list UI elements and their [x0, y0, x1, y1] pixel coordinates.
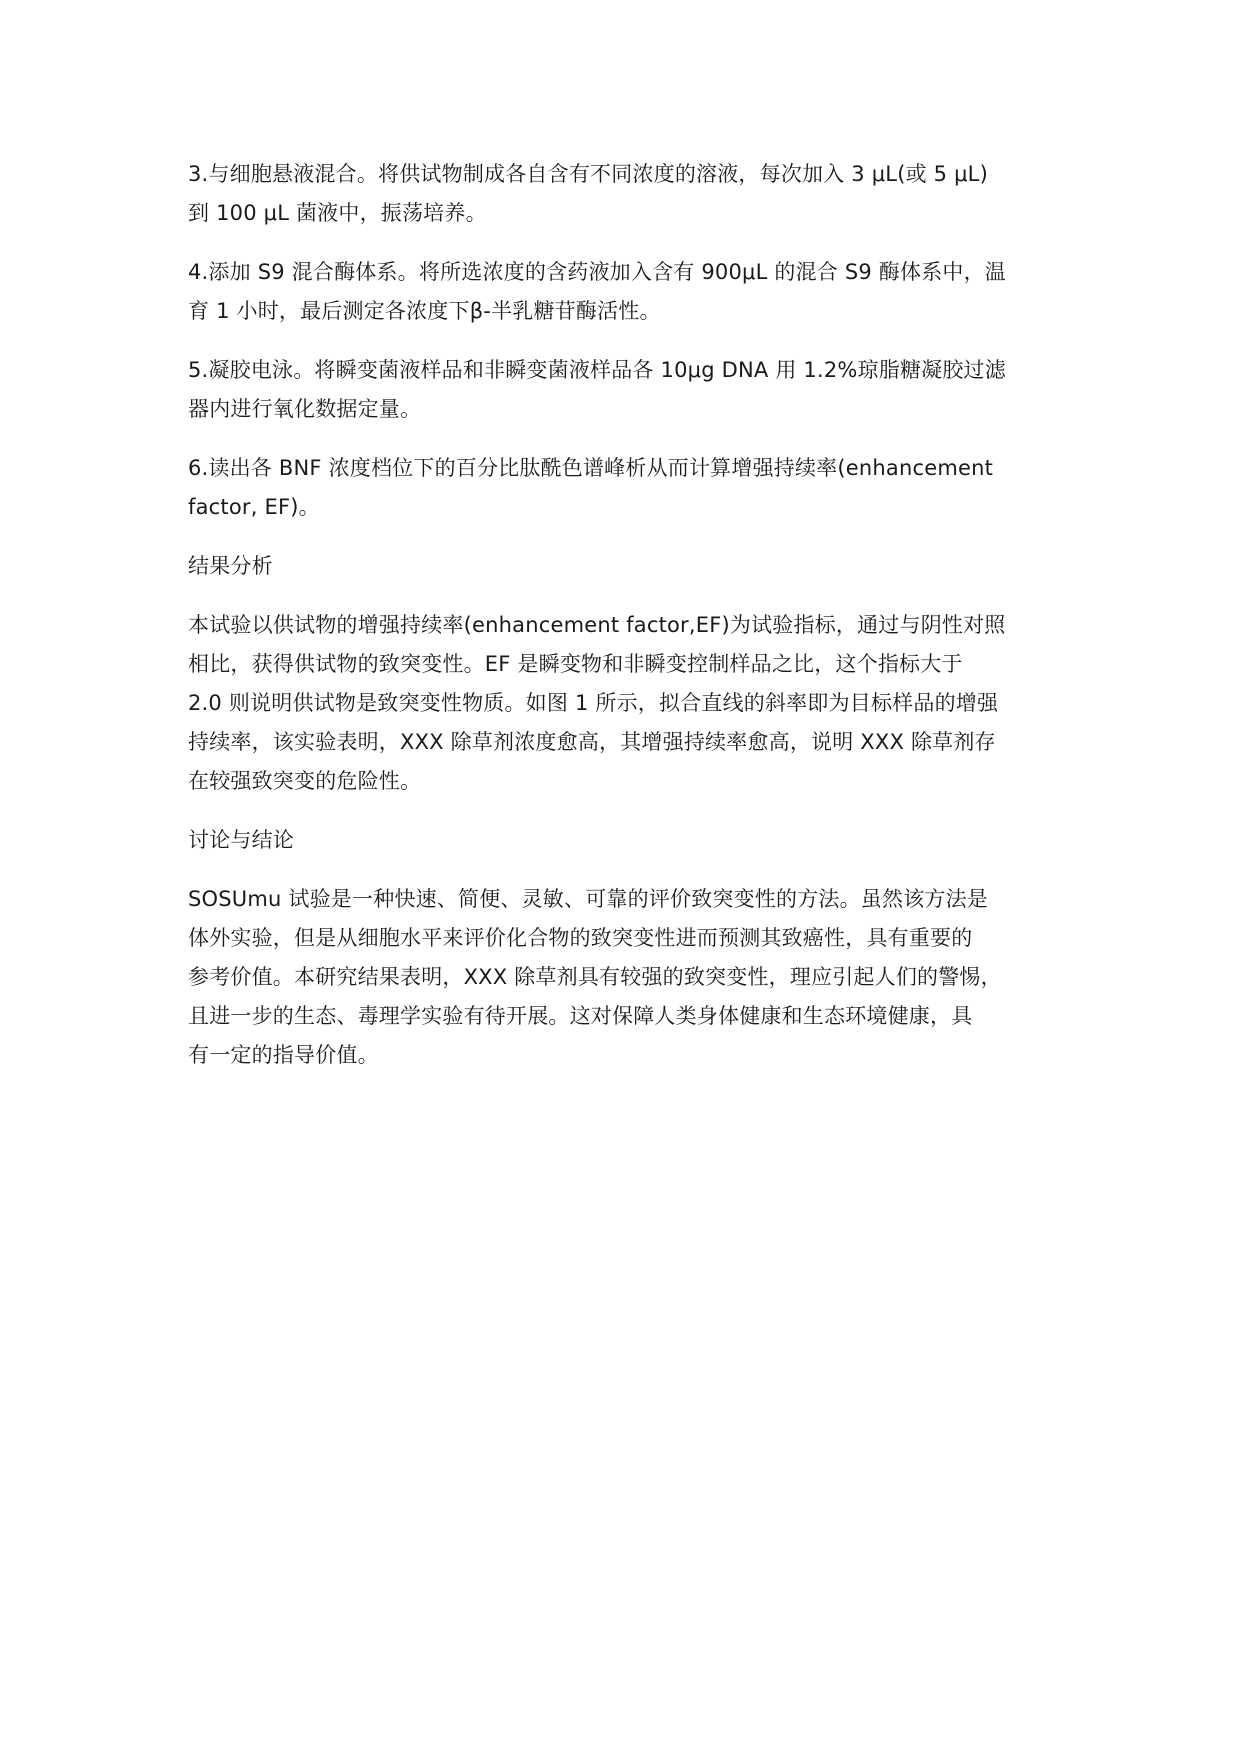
text-line: 本试验以供试物的增强持续率(enhancement factor,EF)为试验指标，通过与阴性对照 [188, 613, 1006, 637]
text-line: 5.凝胶电泳。将瞬变菌液样品和非瞬变菌液样品各 10μg DNA 用 1.2%琼脂糖凝胶过滤 [188, 358, 1006, 382]
document-body [188, 155, 1068, 1095]
text-line: factor, EF)。 [188, 495, 320, 519]
text-line: 参考价值。本研究结果表明，XXX 除草剂具有较强的致突变性，理应引起人们的警惕， [188, 965, 1002, 989]
text-line: 在较强致突变的危险性。 [188, 769, 422, 793]
text-line: 6.读出各 BNF 浓度档位下的百分比肽酰色谱峰析从而计算增强持续率(enhancement [188, 456, 994, 480]
text-line: 持续率，该实验表明，XXX 除草剂浓度愈高，其增强持续率愈高，说明 XXX 除草剂存 [188, 730, 996, 754]
text-line: 到 100 μL 菌液中，振荡培养。 [188, 201, 487, 225]
text-line: 且进一步的生态、毒理学实验有待开展。这对保障人类身体健康和生态环境健康，具 [188, 1004, 973, 1028]
discussion-heading: 讨论与结论 [188, 828, 294, 852]
discussion-paragraph [188, 880, 1068, 1075]
results-heading: 结果分析 [188, 554, 273, 578]
text-line: 体外实验，但是从细胞水平来评价化合物的致突变性进而预测其致癌性，具有重要的 [188, 926, 973, 950]
step-6-paragraph [188, 449, 1068, 527]
step-4-paragraph [188, 253, 1068, 331]
text-line: 4.添加 S9 混合酶体系。将所选浓度的含药液加入含有 900μL 的混合 S9 酶体系中，温 [188, 260, 1007, 284]
text-line: 3.与细胞悬液混合。将供试物制成各自含有不同浓度的溶液，每次加入 3 μL(或 5 μL) [188, 162, 988, 186]
text-line: 2.0 则说明供试物是致突变性物质。如图 1 所示，拟合直线的斜率即为目标样品的增强 [188, 691, 999, 715]
results-paragraph [188, 606, 1068, 801]
text-line: SOSUmu 试验是一种快速、简便、灵敏、可靠的评价致突变性的方法。虽然该方法是 [188, 887, 988, 911]
step-3-paragraph [188, 155, 1068, 233]
text-line: 相比，获得供试物的致突变性。EF 是瞬变物和非瞬变控制样品之比，这个指标大于 [188, 652, 963, 676]
text-line: 有一定的指导价值。 [188, 1043, 379, 1067]
text-line: 器内进行氧化数据定量。 [188, 397, 422, 421]
text-line: 育 1 小时，最后测定各浓度下β-半乳糖苷酶活性。 [188, 299, 661, 323]
step-5-paragraph [188, 351, 1068, 429]
